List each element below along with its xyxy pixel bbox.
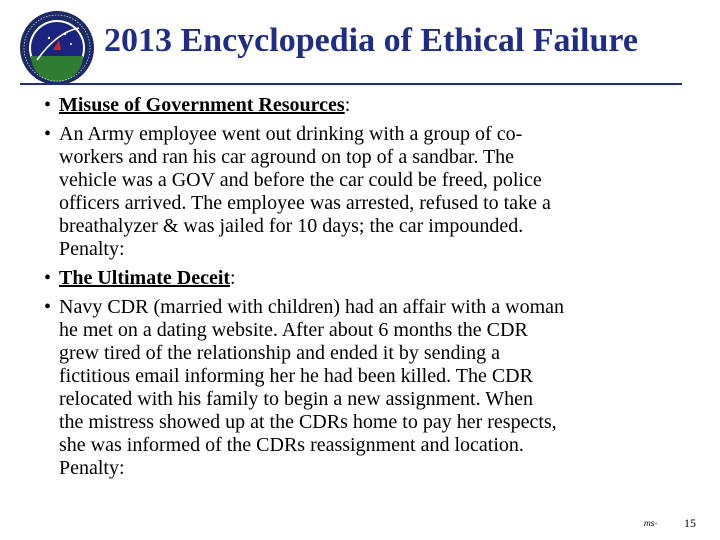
footer-mark: ms- — [644, 519, 658, 528]
slide-body — [44, 94, 684, 486]
page-number: 15 — [684, 516, 696, 530]
slide-title: 2013 Encyclopedia of Ethical Failure — [104, 22, 638, 59]
bullet-heading-text: The Ultimate Deceit — [59, 267, 231, 289]
bullet-icon: • — [44, 123, 52, 145]
bullet-heading-colon: : — [230, 267, 236, 289]
bullet-body-text: Navy CDR (married with children) had an affair with a woman he met on a dating website. After about 6 months the CDR grew tired of the relationship and ended it by sending a fictitious email informing her he had been killed. The CDR relocated with his family to begin a new assignment. When the mistress showed up at the CDRs home to pay her respects, she was informed of the CDRs reassignment and location. Penalty: — [59, 296, 565, 479]
bullet-icon: • — [44, 296, 52, 318]
seal-star — [48, 37, 50, 39]
bullet-icon: • — [44, 267, 52, 289]
bullet-heading-misuse — [44, 94, 684, 117]
bullet-heading-deceit — [44, 267, 684, 290]
bullet-case-army — [44, 123, 684, 261]
agency-seal-logo — [19, 10, 95, 86]
bullet-case-navy — [44, 296, 684, 480]
title-divider — [20, 83, 682, 85]
bullet-icon: • — [44, 94, 52, 116]
seal-star — [64, 33, 66, 35]
bullet-heading-colon: : — [344, 94, 351, 116]
bullet-body-text: An Army employee went out drinking with a group of co- workers and ran his car aground on top of a sandbar. The vehicle was a GOV and before the car could be freed, police officers arrived. The employee was arrested, refused to take a breathalyzer & was jailed for 10 days; the car impounded. Penalty: — [59, 123, 551, 260]
seal-star — [70, 43, 72, 45]
bullet-heading-text: Misuse of Government Resources — [59, 94, 345, 116]
